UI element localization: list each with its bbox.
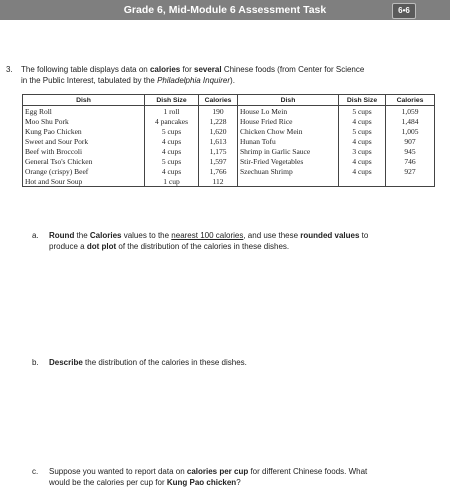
column-header: Dish Size xyxy=(145,95,199,106)
prompt-underline: nearest 100 calories xyxy=(171,231,244,240)
table-cell: Moo Shu Pork xyxy=(23,116,145,126)
table-cell: Beef with Broccoli xyxy=(23,146,145,156)
table-cell: Kung Pao Chicken xyxy=(23,126,145,136)
part-c-prompt xyxy=(49,466,367,488)
table-cell: 927 xyxy=(386,166,435,176)
page-header-title: Grade 6, Mid-Module 6 Assessment Task xyxy=(123,4,327,16)
table-cell: Shrimp in Garlic Sauce xyxy=(238,146,339,156)
prompt-text: in the Public Interest, tabulated by the xyxy=(21,76,158,85)
prompt-text: values to the xyxy=(121,231,172,240)
table-row xyxy=(23,116,435,126)
table-cell: 1,613 xyxy=(199,136,238,146)
table-cell: 1 roll xyxy=(145,106,199,117)
prompt-text: for different Chinese foods. What xyxy=(248,467,368,476)
column-header: Calories xyxy=(199,95,238,106)
table-cell: 190 xyxy=(199,106,238,117)
prompt-bold: Describe xyxy=(49,358,83,367)
table-row xyxy=(23,156,435,166)
prompt-text: the xyxy=(74,231,90,240)
table-cell: 4 cups xyxy=(145,146,199,156)
table-cell: 1,484 xyxy=(386,116,435,126)
column-header: Calories xyxy=(386,95,435,106)
prompt-source: Philadelphia Inquirer xyxy=(157,76,231,85)
table-cell: 746 xyxy=(386,156,435,166)
table-cell: Orange (crispy) Beef xyxy=(23,166,145,176)
prompt-text: produce a xyxy=(49,242,87,251)
prompt-text: ). xyxy=(230,76,235,85)
table-cell xyxy=(238,176,339,187)
table-cell: Hunan Tofu xyxy=(238,136,339,146)
prompt-bold-several: several xyxy=(194,65,222,74)
prompt-bold: Round xyxy=(49,231,75,240)
table-cell: 1,228 xyxy=(199,116,238,126)
table-cell: 4 cups xyxy=(339,156,386,166)
table-row xyxy=(23,126,435,136)
table-header-row xyxy=(23,95,435,106)
column-header: Dish xyxy=(23,95,145,106)
prompt-text: , and use these xyxy=(243,231,301,240)
part-b-prompt xyxy=(49,357,247,368)
prompt-text: would be the calories per cup for xyxy=(49,478,167,487)
table-cell: 3 cups xyxy=(339,146,386,156)
table-cell: 5 cups xyxy=(145,126,199,136)
prompt-text: the distribution of the calories in these dishes. xyxy=(82,358,247,367)
table-cell: Chicken Chow Mein xyxy=(238,126,339,136)
prompt-text: The following table displays data on xyxy=(21,65,150,74)
prompt-bold: dot plot xyxy=(86,242,117,251)
table-cell xyxy=(339,176,386,187)
prompt-bold-calories: calories xyxy=(149,65,181,74)
prompt-bold: Calories xyxy=(89,231,122,240)
prompt-text: to xyxy=(359,231,369,240)
column-header: Dish xyxy=(238,95,339,106)
table-cell: 1,766 xyxy=(199,166,238,176)
table-cell: Sweet and Sour Pork xyxy=(23,136,145,146)
table-cell: 4 cups xyxy=(339,166,386,176)
table-row xyxy=(23,176,435,187)
table-row xyxy=(23,146,435,156)
table-row xyxy=(23,136,435,146)
table-cell: 4 cups xyxy=(339,136,386,146)
table-cell: 4 cups xyxy=(339,116,386,126)
part-b-label: b. xyxy=(32,358,39,367)
prompt-text: for xyxy=(180,65,194,74)
prompt-text: Suppose you wanted to report data on xyxy=(49,467,187,476)
part-a-label: a. xyxy=(32,231,39,240)
prompt-bold: Kung Pao chicken xyxy=(166,478,237,487)
prompt-text: Chinese foods (from Center for Science xyxy=(221,65,365,74)
table-row xyxy=(23,106,435,117)
table-cell: 5 cups xyxy=(339,106,386,117)
table-cell: Egg Roll xyxy=(23,106,145,117)
table-cell: 1,059 xyxy=(386,106,435,117)
table-cell: 907 xyxy=(386,136,435,146)
table-cell: 1,620 xyxy=(199,126,238,136)
table-cell: 5 cups xyxy=(145,156,199,166)
table-cell: 945 xyxy=(386,146,435,156)
part-c-label: c. xyxy=(32,467,39,476)
prompt-bold: calories per cup xyxy=(186,467,249,476)
table-cell: House Fried Rice xyxy=(238,116,339,126)
table-cell: Stir-Fried Vegetables xyxy=(238,156,339,166)
part-a-prompt xyxy=(49,230,368,252)
prompt-text: of the distribution of the calories in these dishes. xyxy=(116,242,290,251)
table-cell: 1,005 xyxy=(386,126,435,136)
table-cell: 4 cups xyxy=(145,136,199,146)
table-cell: 1 cup xyxy=(145,176,199,187)
table-cell: 4 cups xyxy=(145,166,199,176)
table-cell: 112 xyxy=(199,176,238,187)
table-cell: Szechuan Shrimp xyxy=(238,166,339,176)
table-row xyxy=(23,166,435,176)
table-cell: 1,175 xyxy=(199,146,238,156)
column-header: Dish Size xyxy=(339,95,386,106)
prompt-text: ? xyxy=(236,478,241,487)
table-cell: 5 cups xyxy=(339,126,386,136)
question-prompt xyxy=(21,64,431,86)
question-number: 3. xyxy=(6,65,13,74)
calories-table xyxy=(22,94,435,187)
table-cell: General Tso's Chicken xyxy=(23,156,145,166)
module-badge: 6•6 xyxy=(392,3,416,19)
prompt-bold: rounded values xyxy=(300,231,360,240)
table-cell: House Lo Mein xyxy=(238,106,339,117)
table-cell: 4 pancakes xyxy=(145,116,199,126)
table-cell: Hot and Sour Soup xyxy=(23,176,145,187)
table-cell: 1,597 xyxy=(199,156,238,166)
table-cell xyxy=(386,176,435,187)
